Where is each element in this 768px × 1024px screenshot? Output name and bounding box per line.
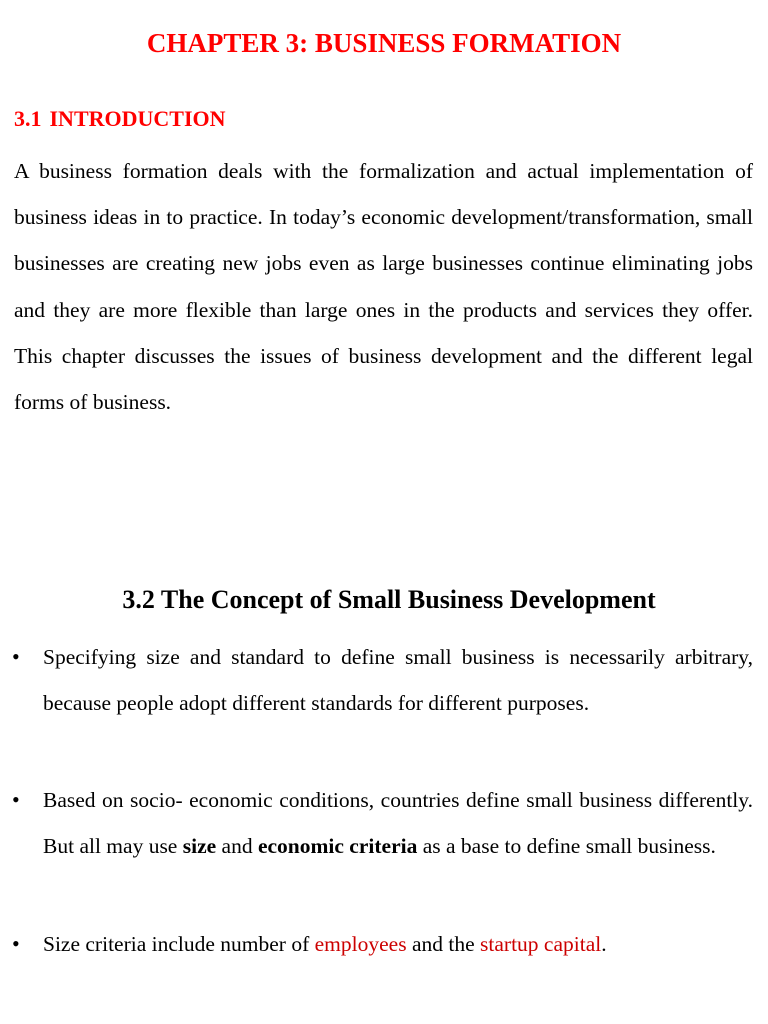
list-item <box>12 777 753 869</box>
section-number: 3.1 <box>14 106 42 131</box>
highlight-startup-capital: startup capital <box>480 932 602 956</box>
bullet-icon: • <box>12 644 20 669</box>
bullet-icon: • <box>12 931 20 956</box>
bullet-text-part: as a base to define small business. <box>417 834 716 858</box>
bold-term-economic-criteria: economic criteria <box>257 834 418 858</box>
bullet-text-part: Size criteria include number of <box>43 932 315 956</box>
bullet-text <box>43 788 753 858</box>
bullet-text: Specifying size and standard to define small business is necessarily arbitrary, because people adopt different standards for different purposes. <box>43 645 753 715</box>
highlight-employees: employees <box>314 932 407 956</box>
bullet-text-part: and the <box>406 932 481 956</box>
bullet-text-part: and <box>216 834 258 858</box>
chapter-title: CHAPTER 3: BUSINESS FORMATION <box>146 28 622 58</box>
bold-term-size: size <box>182 834 217 858</box>
concept-heading: 3.2 The Concept of Small Business Development <box>122 585 656 614</box>
section-title: INTRODUCTION <box>49 106 226 131</box>
list-item <box>12 634 753 726</box>
bullet-text-part: . <box>601 932 607 956</box>
bullet-text-part: Based on socio- economic conditions, countries define small business differently. But all may use <box>43 788 753 858</box>
bullet-icon: • <box>12 787 20 812</box>
introduction-paragraph: A business formation deals with the formalization and actual implementation of business ideas in to practice. In today’s economic development/transformation, small businesses are creating new jobs even as large businesses continue eliminating jobs and they are more flexible than large ones in the products and services they offer. This chapter discusses the issues of business development and the different legal forms of business. <box>14 159 753 415</box>
section-heading-introduction <box>14 103 226 135</box>
list-item <box>12 921 753 967</box>
bullet-text <box>43 932 607 956</box>
